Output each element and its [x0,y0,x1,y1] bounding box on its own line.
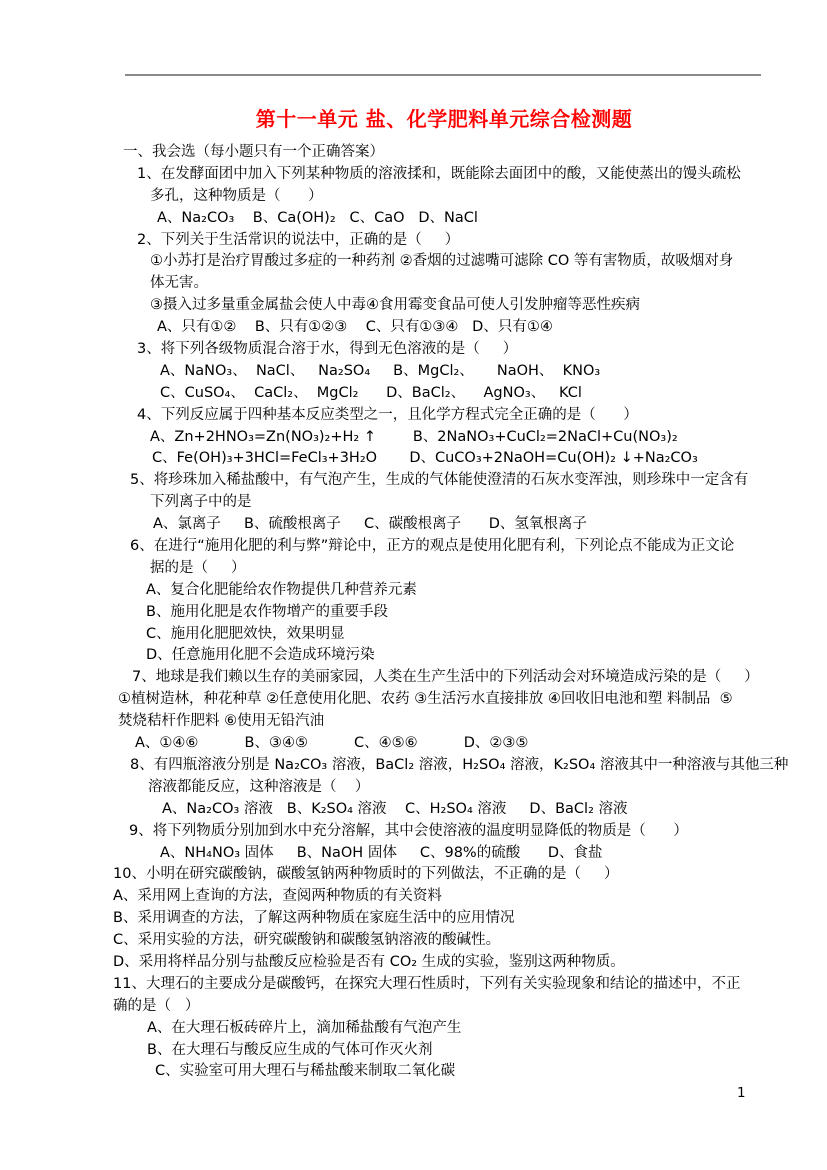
question-list [113,164,789,1083]
question-5-line-3: A、氯离子 B、硫酸根离子 C、碳酸根离子 D、氢氧根离子 [153,516,587,533]
question-6-line-4: B、施用化肥是农作物增产的重要手段 [146,603,388,620]
question-2-line-1: 2、下列关于生活常识的说法中，正确的是（ ） [137,231,460,248]
question-11-line-5: C、实验室可用大理石与稀盐酸来制取二氧化碳 [155,1063,456,1080]
question-3-line-1: 3、将下列各级物质混合溶于水，得到无色溶液的是（ ） [137,341,518,358]
question-6-line-1: 6、在进行“施用化肥的利与弊”辩论中，正方的观点是使用化肥有利，下列论点不能成为正文论 [130,538,735,555]
question-1-line-1: 1、在发酵面团中加入下列某种物质的溶液揉和，既能除去面团中的酸，又能使蒸出的馒头疏松 [137,165,741,182]
page-number: 1 [737,1085,746,1101]
question-10-line-3: B、采用调查的方法，了解这两种物质在家庭生活中的应用情况 [113,910,515,927]
question-6-line-5: C、施用化肥肥效快，效果明显 [146,625,345,642]
question-1-line-2: 多孔，这种物质是（ ） [150,187,323,204]
question-11-line-2: 确的是（ ） [113,997,200,1014]
question-8-line-1: 8、有四瓶溶液分别是 Na₂CO₃ 溶液，BaCl₂ 溶液，H₂SO₄ 溶液，K₂SO₄ 溶液其中一种溶液与其他三种 [130,756,789,773]
question-4-line-3: C、Fe(OH)₃+3HCl=FeCl₃+3H₂O D、CuCO₃+2NaOH=Cu(OH)₂ ↓+Na₂CO₃ [152,450,698,467]
question-6-line-2: 据的是（ ） [150,559,246,576]
question-7-line-2: ①植树造林，种花种草 ②任意使用化肥、农药 ③生活污水直接排放 ④回收旧电池和塑 料制品 ⑤ [118,691,733,708]
question-3-line-3: C、CuSO₄、 CaCl₂、 MgCl₂ D、BaCl₂、 AgNO₃、 KCl [160,384,582,401]
question-1-line-3: A、Na₂CO₃ B、Ca(OH)₂ C、CaO D、NaCl [157,209,478,226]
question-11-line-4: B、在大理石与酸反应生成的气体可作灭火剂 [147,1041,433,1058]
question-10-line-4: C、采用实验的方法，研究碳酸钠和碳酸氢钠溶液的酸碱性。 [113,932,501,949]
question-8-line-3: A、Na₂CO₃ 溶液 B、K₂SO₄ 溶液 C、H₂SO₄ 溶液 D、BaCl₂ 溶液 [162,800,628,817]
question-10-line-1: 10、小明在研究碳酸钠，碳酸氢钠两种物质时的下列做法，不正确的是（ ） [113,866,619,883]
question-9-line-2: A、NH₄NO₃ 固体 B、NaOH 固体 C、98%的硫酸 D、食盐 [160,844,603,861]
question-5-line-2: 下列离子中的是 [150,494,252,511]
question-2-line-3: 体无害。 [150,275,208,292]
question-7-line-1: 7、地球是我们赖以生存的美丽家园，人类在生产生活中的下列活动会对环境造成污染的是（ ） [132,669,759,686]
question-6-line-6: D、任意施用化肥不会造成环境污染 [146,647,375,664]
question-11-line-3: A、在大理石板砖碎片上，滴加稀盐酸有气泡产生 [147,1019,462,1036]
question-9-line-1: 9、将下列物质分别加到水中充分溶解，其中会使溶液的温度明显降低的物质是（ ） [129,822,688,839]
question-8-line-2: 溶液都能反应，这种溶液是（ ） [148,778,370,795]
question-2-line-5: A、只有①② B、只有①②③ C、只有①③④ D、只有①④ [157,319,553,336]
question-3-line-2: A、NaNO₃、 NaCl、 Na₂SO₄ B、MgCl₂、 NaOH、 KNO₃ [160,362,601,379]
question-7-line-3: 焚烧秸杆作肥料 ⑥使用无铅汽油 [118,713,325,730]
section-heading: 一、我会选（每小题只有一个正确答案） [123,144,384,160]
question-11-line-1: 11、大理石的主要成分是碳酸钙，在探究大理石性质时，下列有关实验现象和结论的描述中，不正 [113,975,741,992]
question-4-line-1: 4、下列反应属于四种基本反应类型之一，且化学方程式完全正确的是（ ） [137,406,638,423]
question-4-line-2: A、Zn+2HNO₃=Zn(NO₃)₂+H₂ ↑ B、2NaNO₃+CuCl₂=2NaCl+Cu(NO₃)₂ [150,428,678,445]
question-2-line-4: ③摄入过多量重金属盐会使人中毒④食用霉变食品可使人引发肿瘤等恶性疾病 [150,297,640,314]
question-10-line-2: A、采用网上查询的方法，查阅两种物质的有关资料 [113,888,442,905]
question-5-line-1: 5、将珍珠加入稀盐酸中，有气泡产生，生成的气体能使澄清的石灰水变浑浊，则珍珠中一定含有 [130,472,749,489]
header-rule [125,74,761,76]
page-title: 第十一单元 盐、化学肥料单元综合检测题 [255,107,633,131]
document-content [113,106,789,1083]
question-7-line-4: A、①④⑥ B、③④⑤ C、④⑤⑥ D、②③⑤ [135,735,529,752]
question-6-line-3: A、复合化肥能给农作物提供几种营养元素 [146,581,417,598]
question-10-line-5: D、采用将样品分别与盐酸反应检验是否有 CO₂ 生成的实验，鉴别这两种物质。 [113,953,625,970]
question-2-line-2: ①小苏打是治疗胃酸过多症的一种药剂 ②香烟的过滤嘴可滤除 CO 等有害物质，故吸烟对身 [150,253,734,270]
